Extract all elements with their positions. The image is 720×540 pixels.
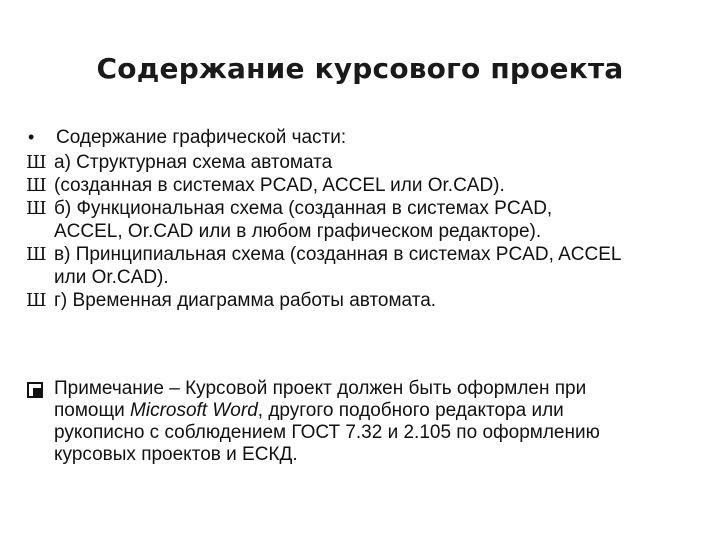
list-item-text: ACCEL, Or.CAD или в любом графическом редакторе). <box>54 221 542 242</box>
note-line <box>26 422 706 444</box>
note-text: Примечание – Курсовой проект должен быть оформлен при <box>54 378 587 399</box>
bullet-text: Содержание графической части: <box>56 127 347 148</box>
arrow-bullet-icon: Ш <box>26 152 47 173</box>
note-block <box>26 378 706 466</box>
note-line <box>26 378 706 400</box>
list-item <box>26 243 706 266</box>
list-item-continuation <box>26 220 706 243</box>
note-text: курсовых проектов и ЕСКД. <box>54 444 298 465</box>
list-item-text: а) Структурная схема автомата <box>54 152 333 173</box>
list-item-text: б) Функциональная схема (созданная в системах PCAD, <box>54 198 553 219</box>
arrow-bullet-icon: Ш <box>26 198 47 219</box>
note-line <box>26 400 706 422</box>
list-item-continuation <box>26 266 706 289</box>
arrow-bullet-icon: Ш <box>26 244 47 265</box>
arrow-bullet-icon: Ш <box>26 175 47 196</box>
arrow-bullet-icon: Ш <box>26 290 47 311</box>
checkbox-square-icon <box>27 382 43 398</box>
list-item <box>26 289 706 312</box>
list-item-text: в) Принципиальная схема (созданная в системах PCAD, ACCEL <box>54 244 622 265</box>
note-text: помощи <box>54 400 131 421</box>
note-text: рукописно с соблюдением ГОСТ 7.32 и 2.105 по оформлению <box>54 422 600 443</box>
list-item <box>26 151 706 174</box>
note-text: , другого подобного редактора или <box>257 400 564 421</box>
graphic-part-list <box>26 126 706 312</box>
list-item-text: г) Временная диаграмма работы автомата. <box>54 290 437 311</box>
list-item <box>26 174 706 197</box>
list-item <box>26 197 706 220</box>
bullet-item <box>26 126 706 149</box>
bullet-dot-icon: • <box>28 127 35 147</box>
list-item-text: или Or.CAD). <box>54 267 169 288</box>
list-item-text: (созданная в системах PCAD, ACCEL или Or.CAD). <box>54 175 505 196</box>
note-line <box>26 444 706 466</box>
slide-title: Содержание курсового проекта <box>96 52 624 85</box>
note-software-name: Microsoft Word <box>130 400 258 421</box>
